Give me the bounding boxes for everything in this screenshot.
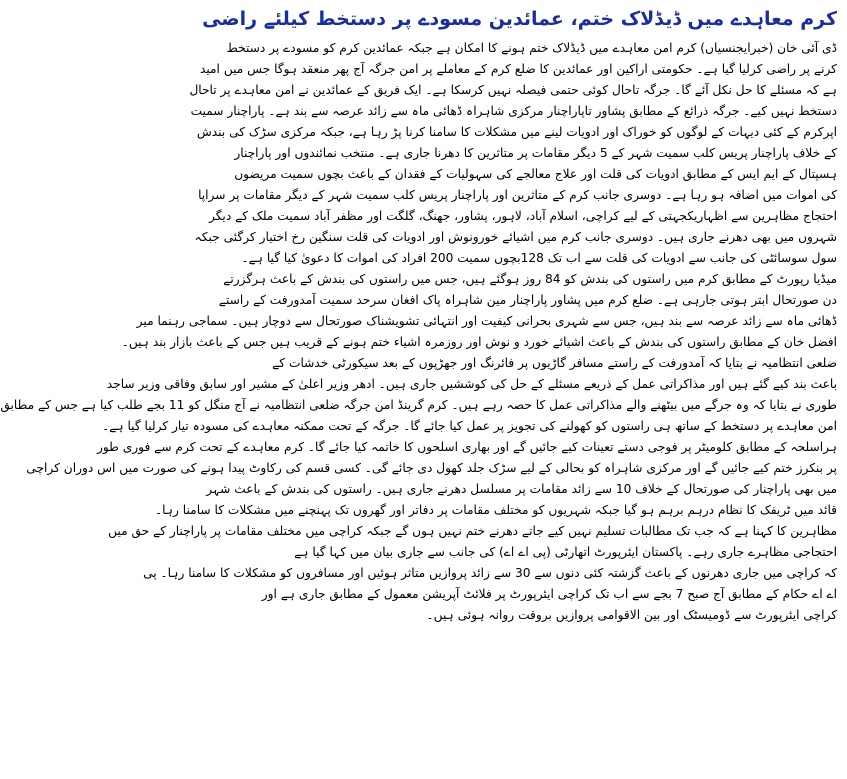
article-body (0, 38, 837, 626)
article-body-line: ہسپتال کے ایم ایس کے مطابق ادویات کی قلت اور علاج معالجے کی سہولیات کے فقدان کے باعث بچوں سمیت مریضوں (234, 167, 837, 181)
article-body-line: ڈی آئی خان (خبرایجنسیاں) کرم امن معاہدے میں ڈیڈلاک ختم ہونے کا امکان ہے جبکہ عمائدین کرم کو مسودے پر دستخط (226, 41, 837, 55)
article-body-line: ہے کہ مسئلے کا حل نکل آئے گا۔ جرگہ تاحال کوئی حتمی فیصلہ نہیں کرسکا ہے۔ ایک فریق کے عمائدین نے امن معاہدے پر تاحال (189, 83, 837, 97)
article-body-line: میں بھی پاراچنار کی صورتحال کے خلاف 10 سے زائد مقامات پر مسلسل دھرنے جاری ہیں۔ راستوں کی بندش کے باعث شہر (206, 482, 837, 496)
article-headline: کرم معاہدے میں ڈیڈلاک ختم، عمائدین مسودے پر دستخط کیلئے راضی (202, 8, 837, 30)
article-body-line: قائد میں ٹریفک کا نظام درہم برہم ہو گیا جبکہ شہریوں کو مختلف مقامات پر دفاتر اور گھروں تک پہنچنے میں مشکلات کا سامنا رہا۔ (155, 503, 837, 517)
article-body-line: احتجاجی مظاہرے جاری رہے۔ پاکستان ایئرپورٹ اتھارٹی (پی اے اے) کی جانب سے جاری بیان میں کہا گیا ہے (294, 545, 837, 559)
article-body-line: امن معاہدے پر دستخط کے ساتھ ہی راستوں کو کھولنے کی تجویز پر عمل کیا جائے گا۔ جرگہ کے تحت ممکنہ معاہدے کی مسودہ تیار کرلیا گیا ہے۔ (102, 419, 837, 433)
article-body-line: ضلعی انتظامیہ نے بتایا کہ آمدورفت کے راستے مسافر گاڑیوں پر فائرنگ اور جھڑپوں کے بعد سیکورٹی خدشات کے (272, 356, 837, 370)
article-body-line: کی اموات میں اضافہ ہو رہا ہے۔ دوسری جانب کرم کے متاثرین اور پاراچنار پریس کلب سمیت شہر کے دیگر مقامات پر سراپا (198, 188, 837, 202)
article-body-line: کے خلاف پاراچنار پریس کلب سمیت شہر کے 5 دیگر مقامات پر متاثرین کا دھرنا جاری ہے۔ منتخب نمائندوں اور پاراچنار (234, 146, 837, 160)
article-body-line: افضل خان کے مطابق راستوں کی بندش کے باعث اشیائے خورد و نوش اور روزمرہ اشیاء ختم ہونے کے قریب ہیں جس کے باعث بازار بند ہیں۔ (121, 335, 837, 349)
article-body-line: مظاہرین کا کہنا ہے کہ جب تک مطالبات تسلیم نہیں کیے جاتے دھرنے ختم نہیں ہوں گے جبکہ کراچی میں مختلف مقامات پر پاراچنار کے حق میں (108, 524, 837, 538)
article-body-line: اپرکرم کے کئی دیہات کے لوگوں کو خوراک اور ادویات لینے میں مشکلات کا سامنا کرنا پڑ رہا ہے، جبکہ مرکزی سڑک کی بندش (196, 125, 837, 139)
article-body-line: کراچی ایئرپورٹ سے ڈومیسٹک اور بین الاقوامی پروازیں بروقت روانہ ہوئی ہیں۔ (426, 608, 837, 622)
article-body-line: طوری نے بتایا کہ وہ جرگے میں بیٹھنے والے مذاکراتی عمل کا حصہ رہے ہیں۔ کرم گرینڈ امن جرگہ ضلعی انتظامیہ نے آج منگل کو 11 بجے طلب کیا ہے جس کے مطابق (0, 398, 837, 412)
article-body-line: ڈھائی ماہ سے زائد عرصہ سے بند ہیں، جس سے شہری بحرانی کیفیت اور انتہائی تشویشناک صورتحال سے دوچار ہیں۔ سماجی رہنما میر (136, 314, 837, 328)
article-body-line: اے اے حکام کے مطابق آج صبح 7 بجے سے اب تک کراچی ایئرپورٹ پر فلائٹ آپریشن معمول کے مطابق جاری ہے اور (261, 587, 837, 601)
article-body-line: پر بنکرز ختم کیے جائیں گے اور مرکزی شاہراہ کو بحالی کے لیے سڑک جلد کھول دی جائے گی۔ کسی قسم کی رکاوٹ پیدا ہونے کی صورت میں اس دوران کراچی (26, 461, 837, 475)
article-body-line: کرنے پر راضی کرلیا گیا ہے۔ حکومتی اراکین اور عمائدین کا ضلع کرم کے معاملے پر امن جرگہ آج پھر منعقد ہوگا جس میں امید (199, 62, 837, 76)
article-body-line: احتجاج مظاہرین سے اظہاریکجہتی کے لیے کراچی، اسلام آباد، لاہور، پشاور، جھنگ، گلگت اور مظفر آباد سمیت ملک کے دیگر (208, 209, 837, 223)
article-body-line: میڈیا رپورٹ کے مطابق کرم میں راستوں کی بندش کو 84 روز ہوگئے ہیں، جس میں راستوں کی بندش کے باعث ہرگزرتے (223, 272, 837, 286)
article-body-line: سول سوسائٹی کی جانب سے ادویات کی قلت سے اب تک 128بچوں سمیت 200 افراد کی اموات کا دعویٰ کیا گیا ہے۔ (241, 251, 837, 265)
article-body-line: باعث بند کیے گئے ہیں اور مذاکراتی عمل کے ذریعے مسئلے کے حل کی کوششیں جاری ہیں۔ ادھر وزیر اعلیٰ کے مشیر اور سابق وفاقی وزیر ساجد (106, 377, 837, 391)
article-body-line: دن صورتحال ابتر ہوتی جارہی ہے۔ ضلع کرم میں پشاور پاراچنار مین شاہراہ پاک افغان سرحد سمیت آمدورفت کے راستے (218, 293, 837, 307)
article-body-line: دستخط نہیں کیے۔ جرگہ ذرائع کے مطابق پشاور تاپاراچنار مرکزی شاہراہ ڈھائی ماہ سے زائد عرصہ سے بند ہے۔ پاراچنار سمیت (190, 104, 837, 118)
article-body-line: شہروں میں بھی دھرنے جاری ہیں۔ دوسری جانب کرم میں اشیائے خورونوش اور ادویات کی قلت سنگین رخ اختیار کرگئی جبکہ (194, 230, 837, 244)
article-body-line: کہ کراچی میں جاری دھرنوں کے باعث گزشتہ کئی دنوں سے 30 سے زائد پروازیں متاثر ہوئیں اور مسافروں کو مشکلات کا سامنا رہا۔ پی (143, 566, 837, 580)
article-body-line: ہراسلحہ کے مطابق کلومیٹر پر فوجی دستے تعینات کیے جائیں گے اور بھاری اسلحوں کا خاتمہ کیا جائے گا۔ کرم معاہدے کے تحت کرم سے فوری طور (97, 440, 837, 454)
